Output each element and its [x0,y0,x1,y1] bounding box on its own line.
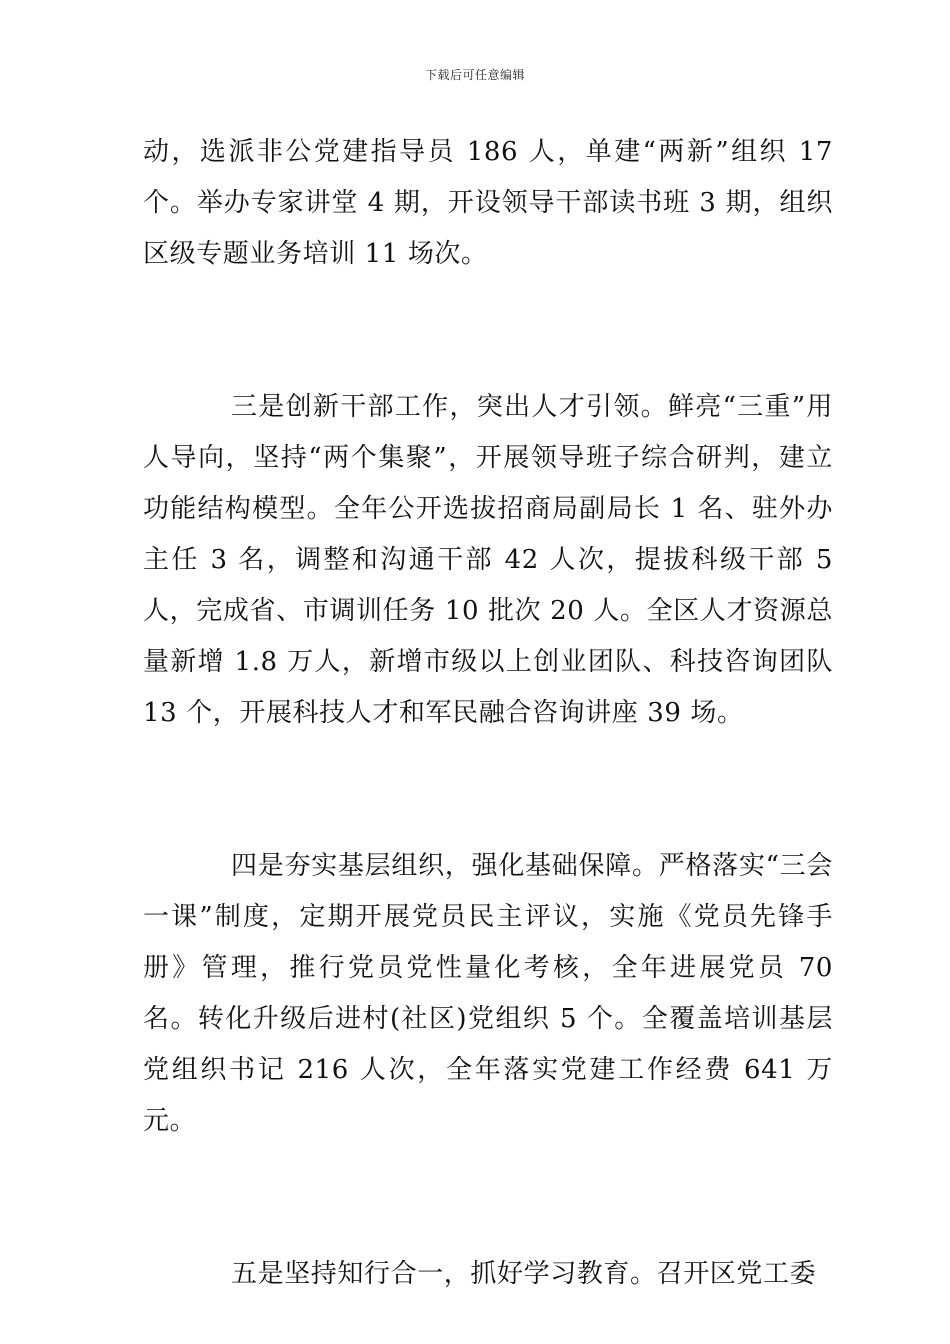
paragraph-continued: 动，选派非公党建指导员 186 人，单建“两新”组织 17 个。举办专家讲堂 4 期，开设领导干部读书班 3 期，组织区级专题业务培训 11 场次。 [143,137,833,269]
paragraph-cadre-work: 三是创新干部工作，突出人才引领。鲜亮“三重”用人导向，坚持“两个集聚”，开展领导班子综合研判，建立功能结构模型。全年公开选拔招商局副局长 1 名、驻外办主任 3 名，调整和沟通干部 42 人次，提拔科级干部 5 人，完成省、市调训任务 10 批次 20 人。全区人才资源总量新增 1.8 万人，新增市级以上创业团队、科技咨询团队 13 个，开展科技人才和军民融合咨询讲座 39 场。 [143,392,833,728]
document-body [143,127,833,1300]
paragraph-gap [143,280,833,382]
paragraph-gap [143,739,833,841]
paragraph-grassroots: 四是夯实基层组织，强化基础保障。严格落实“三会一课”制度，定期开展党员民主评议，实施《党员先锋手册》管理，推行党员党性量化考核，全年进展党员 70 名。转化升级后进村(社区)党组织 5 个。全覆盖培训基层党组织书记 216 人次，全年落实党建工作经费 641 万元。 [143,851,833,1136]
paragraph-study-education: 五是坚持知行合一，抓好学习教育。召开区党工委 [231,1259,817,1289]
paragraph-gap [143,1147,833,1249]
header-note: 下载后可任意编辑 [424,68,525,82]
